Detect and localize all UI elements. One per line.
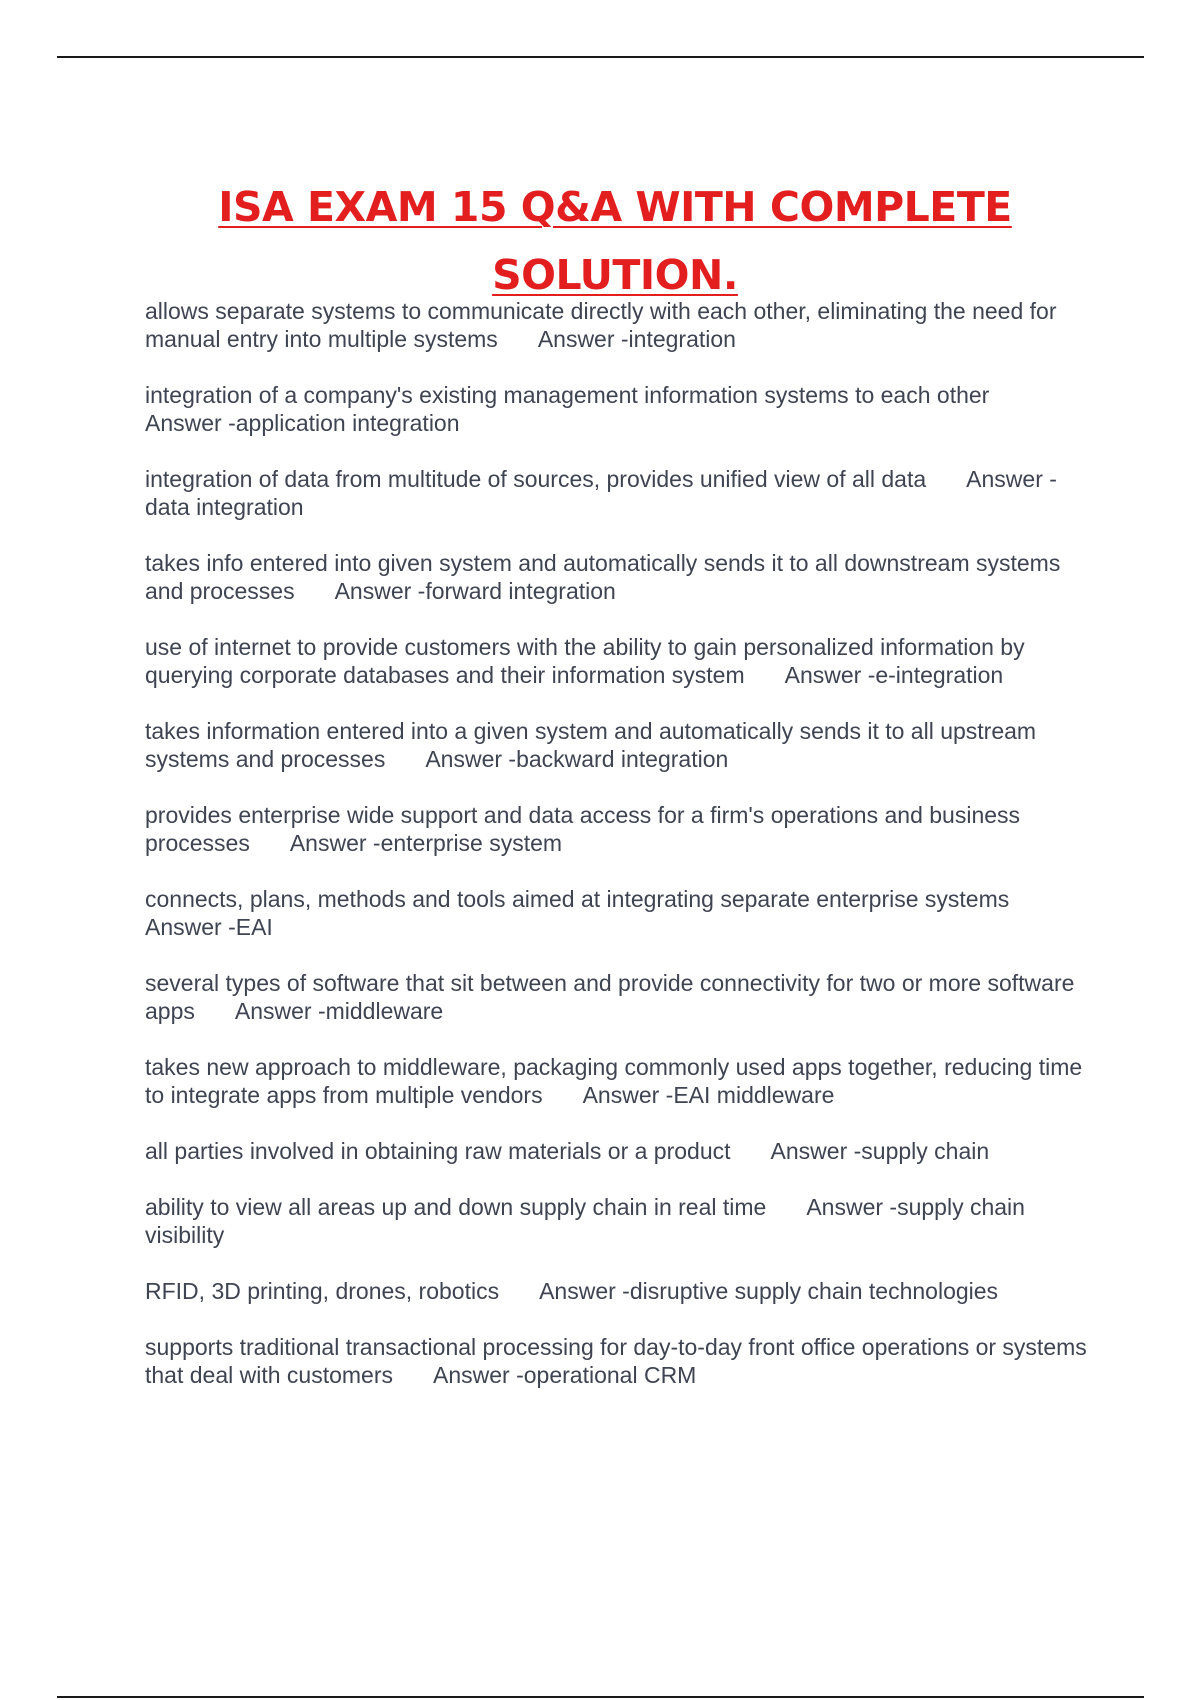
qa-item [145, 549, 1095, 605]
answer-text: Answer -operational CRM [433, 1362, 697, 1388]
question-text: use of internet to provide customers with the ability to gain personalized information by querying corporate databases and their information system [145, 634, 1025, 688]
title-line-1: ISA EXAM 15 Q&A WITH COMPLETE [218, 183, 1012, 232]
qa-item [145, 1333, 1095, 1389]
question-text: connects, plans, methods and tools aimed at integrating separate enterprise systems [145, 886, 1010, 912]
qa-item [145, 1277, 1095, 1305]
answer-text: Answer -backward integration [425, 746, 729, 772]
answer-text: Answer -EAI [145, 914, 273, 940]
question-text: all parties involved in obtaining raw materials or a product [145, 1138, 731, 1164]
qa-item [145, 633, 1095, 689]
qa-item [145, 1193, 1095, 1249]
question-text: integration of data from multitude of sources, provides unified view of all data [145, 466, 927, 492]
question-text: provides enterprise wide support and data access for a firm's operations and business processes [145, 802, 1021, 856]
answer-text: Answer -middleware [234, 998, 444, 1024]
qa-list [145, 297, 1095, 1417]
question-text: ability to view all areas up and down supply chain in real time [145, 1194, 767, 1220]
question-text: takes info entered into given system and automatically sends it to all downstream systems and processes [145, 550, 1061, 604]
qa-item [145, 969, 1095, 1025]
qa-item [145, 717, 1095, 773]
bottom-rule [57, 1696, 1144, 1698]
top-rule [57, 56, 1144, 58]
question-text: takes information entered into a given system and automatically sends it to all upstream systems and processes [145, 718, 1037, 772]
qa-item [145, 1137, 1095, 1165]
qa-item [145, 885, 1095, 941]
answer-text: Answer -application integration [145, 410, 460, 436]
document-title [145, 173, 1085, 309]
qa-item [145, 1053, 1095, 1109]
qa-item [145, 297, 1095, 353]
answer-text: Answer -supply chain visibility [145, 1194, 1025, 1248]
answer-text: Answer -forward integration [334, 578, 616, 604]
question-text: supports traditional transactional processing for day-to-day front office operations or systems that deal with customers [145, 1334, 1087, 1388]
question-text: takes new approach to middleware, packaging commonly used apps together, reducing time to integrate apps from multiple vendors [145, 1054, 1083, 1108]
question-text: integration of a company's existing management information systems to each other [145, 382, 990, 408]
answer-text: Answer -disruptive supply chain technologies [539, 1278, 999, 1304]
answer-text: Answer -EAI middleware [582, 1082, 835, 1108]
answer-text: Answer -enterprise system [289, 830, 563, 856]
question-text: RFID, 3D printing, drones, robotics [145, 1278, 500, 1304]
answer-text: Answer -data integration [145, 466, 1057, 520]
title-line-2: SOLUTION. [492, 251, 738, 300]
question-text: several types of software that sit between and provide connectivity for two or more software apps [145, 970, 1075, 1024]
qa-item [145, 801, 1095, 857]
question-text: allows separate systems to communicate directly with each other, eliminating the need for manual entry into multiple systems [145, 298, 1057, 352]
qa-item [145, 465, 1095, 521]
answer-text: Answer -integration [537, 326, 736, 352]
answer-text: Answer -e-integration [784, 662, 1004, 688]
qa-item [145, 381, 1095, 437]
answer-text: Answer -supply chain [770, 1138, 990, 1164]
